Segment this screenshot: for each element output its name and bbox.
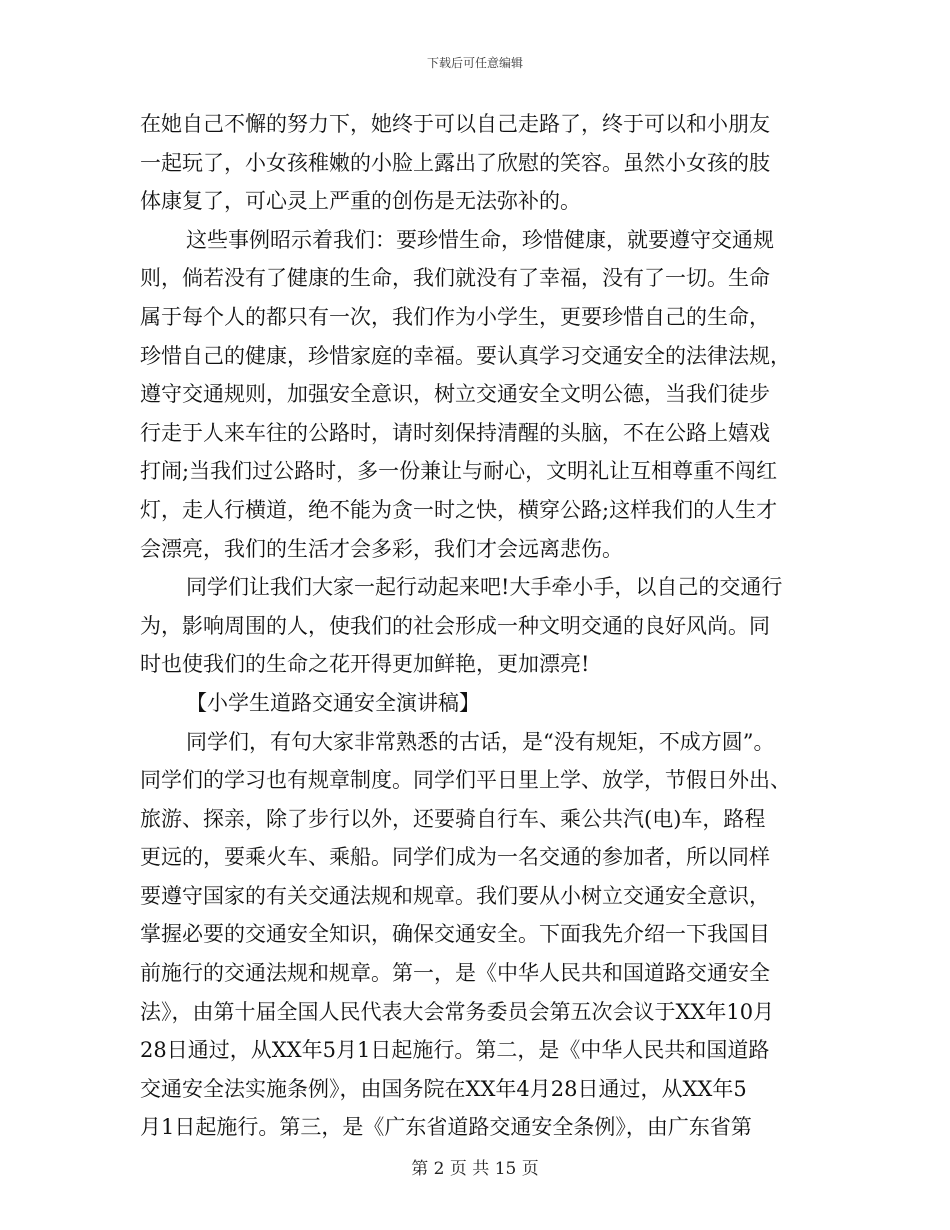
text-line: 这些事例昭示着我们：要珍惜生命，珍惜健康，就要遵守交通规 xyxy=(186,227,774,252)
text-line: 时也使我们的生命之花开得更加鲜艳，更加漂亮! xyxy=(140,652,590,677)
page-footer: 第 2 页 共 15 页 xyxy=(411,1159,539,1179)
text-line: 会漂亮，我们的生活才会多彩，我们才会远离悲伤。 xyxy=(140,536,623,561)
text-line: 同学们，有句大家非常熟悉的古话，是“没有规矩，不成方圆”。 xyxy=(186,729,775,754)
text-line: 同学们让我们大家一起行动起来吧!大手牵小手，以自己的交通行 xyxy=(186,575,783,600)
text-line: 【小学生道路交通安全演讲稿】 xyxy=(186,690,480,715)
text-line: 28日通过，从XX年5月1日起施行。第二，是《中华人民共和国道路 xyxy=(140,1038,770,1063)
text-line: 交通安全法实施条例》，由国务院在XX年4月28日通过，从XX年5 xyxy=(140,1076,747,1101)
text-line: 则，倘若没有了健康的生命，我们就没有了幸福，没有了一切。生命 xyxy=(140,266,770,291)
text-line: 灯，走人行横道，绝不能为贪一时之快，横穿公路;这样我们的人生才 xyxy=(140,497,778,522)
text-line: 更远的，要乘火车、乘船。同学们成为一名交通的参加者，所以同样 xyxy=(140,845,770,870)
text-line: 属于每个人的都只有一次，我们作为小学生，更要珍惜自己的生命， xyxy=(140,304,770,329)
text-line: 同学们的学习也有规章制度。同学们平日里上学、放学，节假日外出、 xyxy=(140,768,791,793)
text-line: 遵守交通规则，加强安全意识，树立交通安全文明公德，当我们徒步 xyxy=(140,382,770,407)
text-line: 为，影响周围的人，使我们的社会形成一种文明交通的良好风尚。同 xyxy=(140,613,770,638)
text-line: 前施行的交通法规和规章。第一，是《中华人民共和国道路交通安全 xyxy=(140,961,770,986)
text-line: 珍惜自己的健康，珍惜家庭的幸福。要认真学习交通安全的法律法规， xyxy=(140,343,791,368)
text-line: 月1日起施行。第三，是《广东省道路交通安全条例》，由广东省第 xyxy=(140,1115,752,1140)
text-line: 行走于人来车往的公路时，请时刻保持清醒的头脑，不在公路上嬉戏 xyxy=(140,420,770,445)
text-line: 体康复了，可心灵上严重的创伤是无法弥补的。 xyxy=(140,189,581,214)
body-text xyxy=(140,105,820,1147)
text-line: 打闹;当我们过公路时，多一份兼让与耐心，文明礼让互相尊重不闯红 xyxy=(140,459,778,484)
text-line: 旅游、探亲，除了步行以外，还要骑自行车、乘公共汽(电)车，路程 xyxy=(140,806,766,831)
text-line: 掌握必要的交通安全知识，确保交通安全。下面我先介绍一下我国目 xyxy=(140,922,770,947)
page-header: 下载后可任意编辑 xyxy=(426,56,523,70)
text-line: 法》，由第十届全国人民代表大会常务委员会第五次会议于XX年10月 xyxy=(140,999,775,1024)
text-line: 一起玩了，小女孩稚嫩的小脸上露出了欣慰的笑容。虽然小女孩的肢 xyxy=(140,150,770,175)
text-line: 要遵守国家的有关交通法规和规章。我们要从小树立交通安全意识， xyxy=(140,883,770,908)
text-line: 在她自己不懈的努力下，她终于可以自己走路了，终于可以和小朋友 xyxy=(140,112,770,136)
